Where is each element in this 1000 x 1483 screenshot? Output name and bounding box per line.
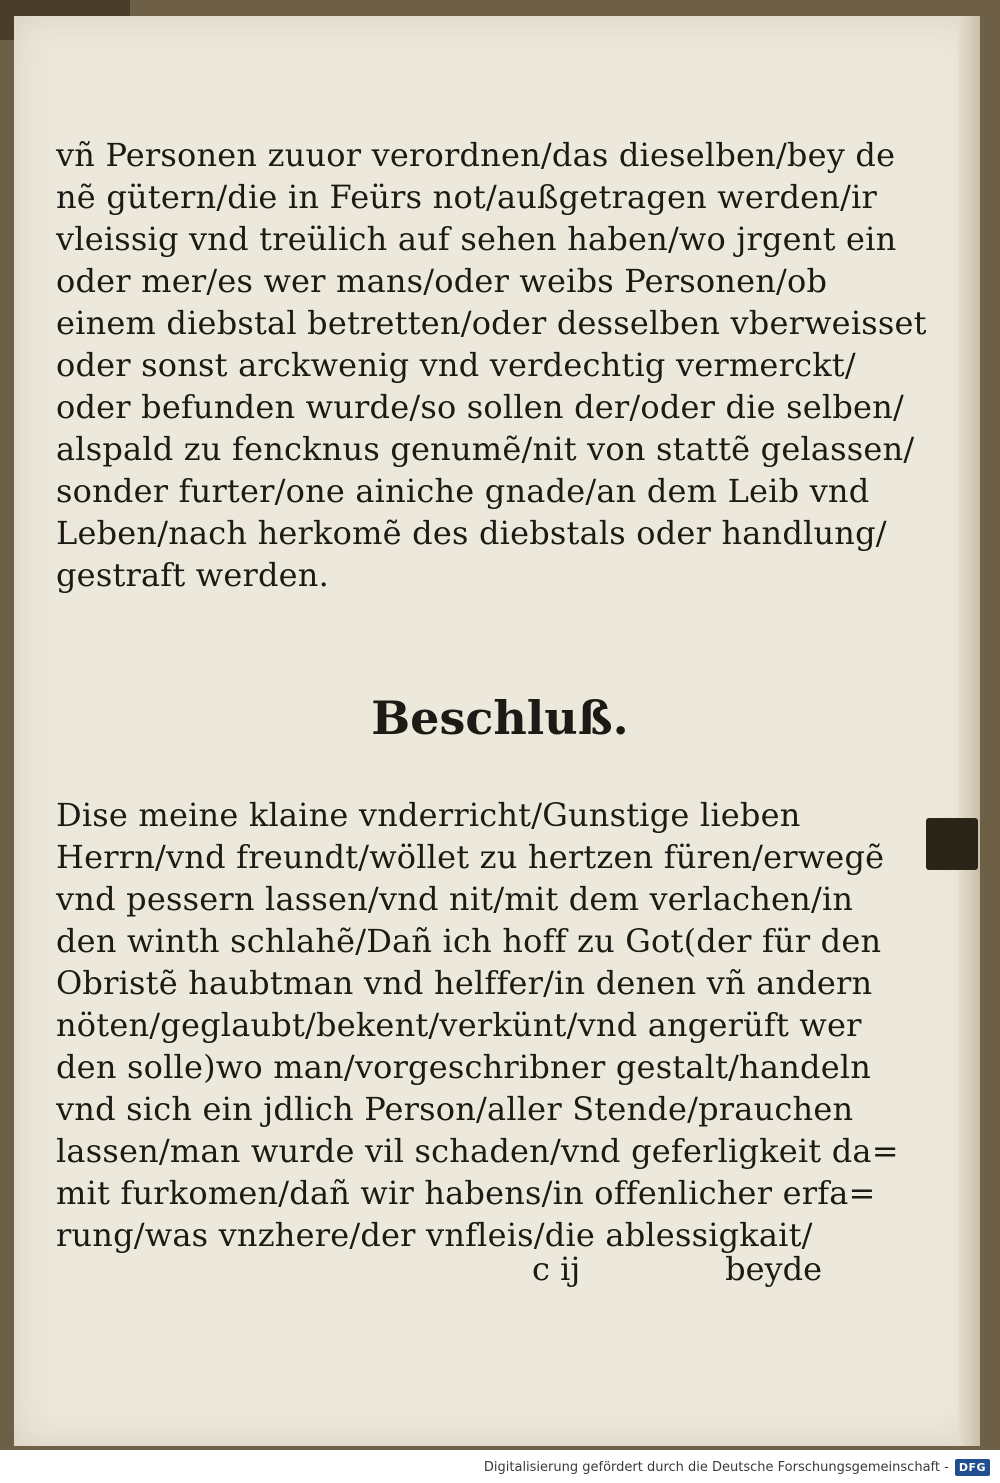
- page-marker-tab: [926, 818, 978, 870]
- text-line: vnd sich ein jdlich Person/aller Stende/prauchen: [56, 1090, 854, 1128]
- text-line: Leben/nach herkomẽ des diebstals oder handlung/: [56, 514, 887, 552]
- text-line: vnd pessern lassen/vnd nit/mit dem verlachen/in: [56, 880, 854, 918]
- dfg-logo-icon: DFG: [955, 1459, 990, 1476]
- text-line: oder sonst arckwenig vnd verdechtig vermerckt/: [56, 346, 856, 384]
- text-line: gestraft werden.: [56, 556, 329, 594]
- signature-mark: c ij: [532, 1250, 581, 1288]
- text-line: rung/was vnzhere/der vnfleis/die ablessigkait/: [56, 1216, 813, 1254]
- catchword: beyde: [725, 1250, 822, 1288]
- text-line: vñ Personen zuuor verordnen/das dieselben/bey de: [56, 136, 896, 174]
- section-heading: Beschluß.: [371, 691, 629, 745]
- text-line: oder mer/es wer mans/oder weibs Personen/ob: [56, 262, 828, 300]
- text-line: Dise meine klaine vnderricht/Gunstige lieben: [56, 796, 801, 834]
- text-line: einem diebstal betretten/oder desselben vberweisset: [56, 304, 927, 342]
- text-line: den winth schlahẽ/Dañ ich hoff zu Got(der für den: [56, 922, 882, 960]
- page-foot: [532, 1248, 822, 1290]
- text-line: vleissig vnd treülich auf sehen haben/wo jrgent ein: [56, 220, 897, 258]
- text-line: alspald zu fencknus genumẽ/nit von stattẽ gelassen/: [56, 430, 915, 468]
- text-line: mit furkomen/dañ wir habens/in offenlicher erfa=: [56, 1174, 876, 1212]
- text-line: lassen/man wurde vil schaden/vnd geferligkeit da=: [56, 1132, 899, 1170]
- text-line: den solle)wo man/vorgeschribner gestalt/handeln: [56, 1048, 872, 1086]
- text-line: sonder furter/one ainiche gnade/an dem Leib vnd: [56, 472, 870, 510]
- footer-credit: Digitalisierung gefördert durch die Deutsche Forschungsgemeinschaft -: [483, 1460, 949, 1475]
- text-line: oder befunden wurde/so sollen der/oder die selben/: [56, 388, 904, 426]
- text-line: Obristẽ haubtman vnd helffer/in denen vñ andern: [56, 964, 873, 1002]
- footer-bar: [0, 1452, 1000, 1483]
- text-line: Herrn/vnd freundt/wöllet zu hertzen füren/erwegẽ: [56, 838, 885, 876]
- text-line: nẽ gütern/die in Feürs not/außgetragen werden/ir: [56, 178, 878, 216]
- text-line: nöten/geglaubt/bekent/verkünt/vnd angerüft wer: [56, 1006, 862, 1044]
